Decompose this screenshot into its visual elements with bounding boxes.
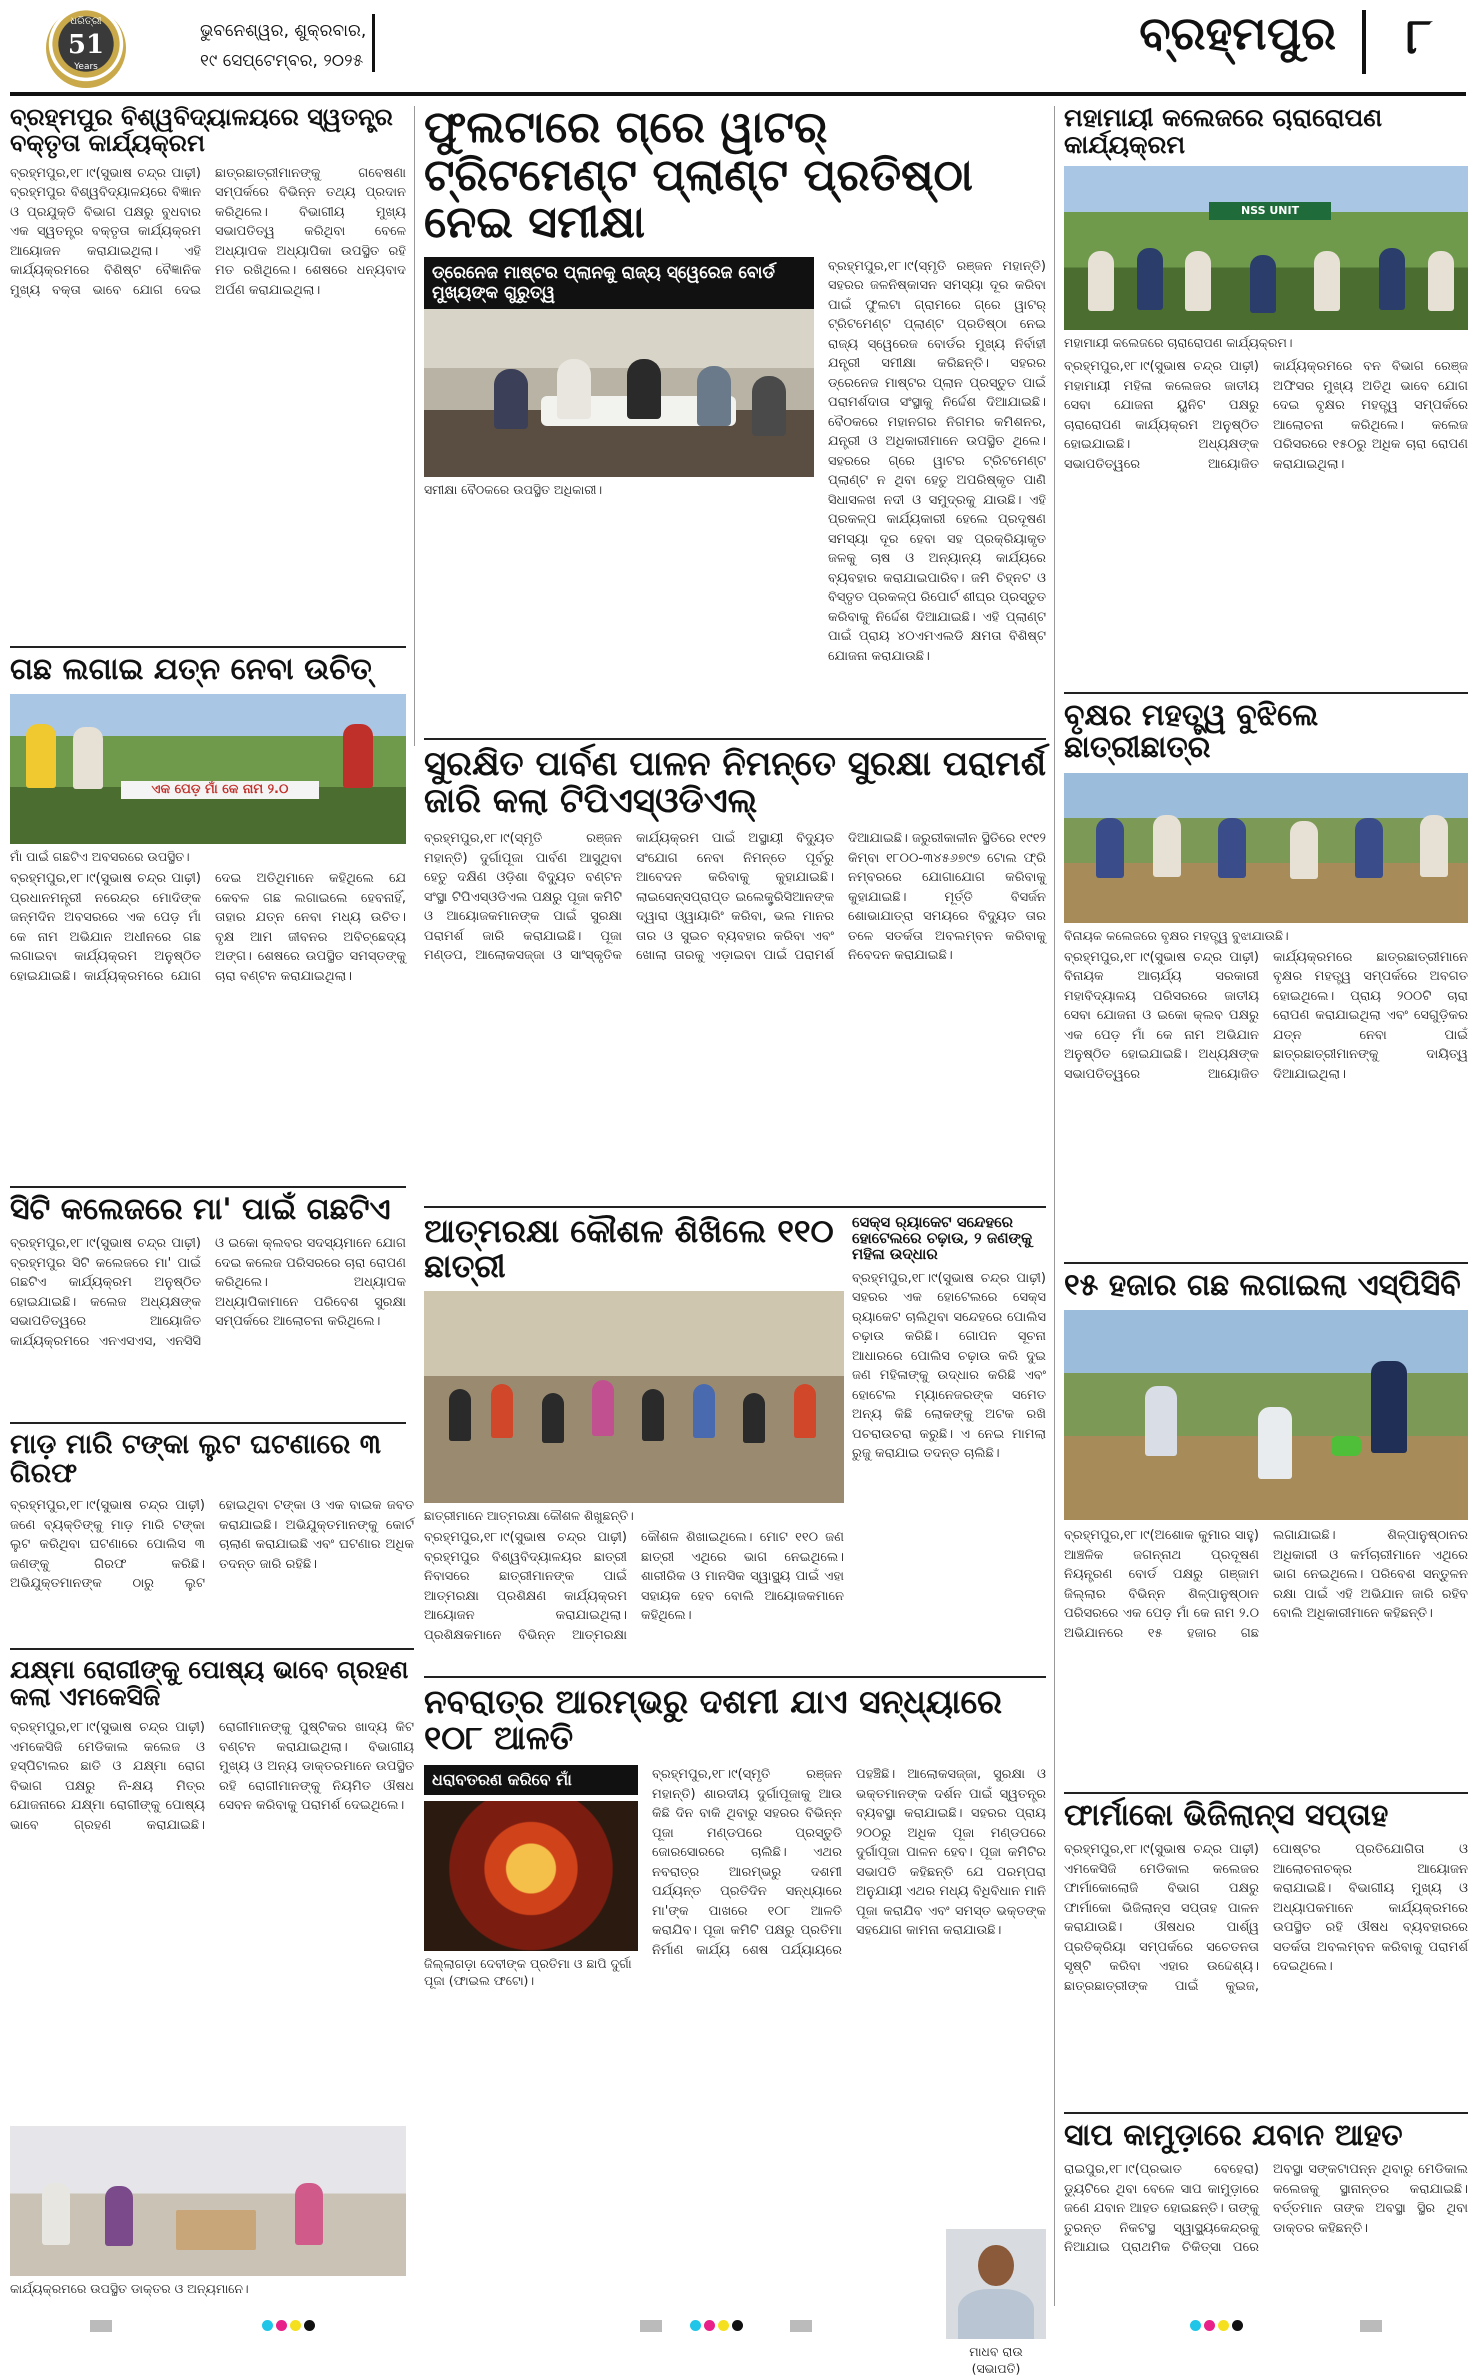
students-plantation-photo	[1064, 773, 1468, 923]
person-figure	[752, 376, 786, 436]
article-body: ବ୍ରହ୍ମପୁର,୧୮।୯(ସ୍ମୃତି ରଞ୍ଜନ ମହାନ୍ତି) ଦୁର୍ଗାପୂଜା ପାର୍ବଣ ଆସୁଥିବା ହେତୁ ଦକ୍ଷିଣ ଓଡ଼ିଶା ବିଦ୍ୟୁତ ବଣ୍ଟନ ସଂସ୍ଥା ଟିପିଏସ୍ଓଡିଏଲ ପକ୍ଷରୁ ପୂଜା କମିଟି ଓ ଆୟୋଜକମାନଙ୍କ ପାଇଁ ସୁରକ୍ଷା ପରାମର୍ଶ ଜାରି କରାଯାଇଛି। ପୂଜା ମଣ୍ଡପ, ଆଲୋକସଜ୍ଜା ଓ ସାଂସ୍କୃତିକ କାର୍ଯ୍ୟକ୍ରମ ପାଇଁ ଅସ୍ଥାୟୀ ବିଦ୍ୟୁତ ସଂଯୋଗ ନେବା ନିମନ୍ତେ ପୂର୍ବରୁ ଆବେଦନ କରିବାକୁ କୁହାଯାଇଛି। ଲାଇସେନ୍ସପ୍ରାପ୍ତ ଇଲେକ୍ଟ୍ରିସିଆନଙ୍କ ଦ୍ୱାରା ଓ୍ୱାୟାରିଂ କରିବା, ଭଲ ମାନର ତାର ଓ ସୁଇଚ ବ୍ୟବହାର କରିବା ଏବଂ ଖୋଲା ତାରକୁ ଏଡ଼ାଇବା ପାଇଁ ପରାମର୍ଶ ଦିଆଯାଇଛି। ଜରୁରୀକାଳୀନ ସ୍ଥିତିରେ ୧୯୧୨ କିମ୍ବା ୧୮୦୦-୩୪୫୬୭୯୭ ଟୋଲ ଫ୍ରି ନମ୍ବରରେ ଯୋଗାଯୋଗ କରିବାକୁ କୁହାଯାଇଛି। ମୂର୍ତ୍ତି ବିସର୍ଜନ ଶୋଭାଯାତ୍ରା ସମୟରେ ବିଦ୍ୟୁତ ତାର ତଳେ ସତର୍କତା ଅବଲମ୍ବନ କରିବାକୁ ନିବେଦନ କରାଯାଇଛି।	[424, 831, 1046, 964]
person-figure	[1218, 818, 1246, 878]
registration-dot	[1218, 2320, 1229, 2331]
person-figure	[1420, 815, 1448, 877]
portrait-caption: ମାଧବ ରାଉ (ସଭାପତି)	[969, 2344, 1023, 2377]
section-rule	[1064, 1262, 1468, 1264]
masthead-divider	[372, 14, 375, 72]
registration-dot	[732, 2320, 743, 2331]
gray-bar	[640, 2320, 662, 2332]
article-body: ବ୍ରହ୍ମପୁର,୧୮।୯(ସୁଭାଷ ଚନ୍ଦ୍ର ପାଢ଼ୀ) ପ୍ରଧାନମନ୍ତ୍ରୀ ନରେନ୍ଦ୍ର ମୋଦିଙ୍କ ଜନ୍ମଦିନ ଅବସରରେ ଏକ ପେଡ଼ ମାଁ କେ ନାମ ଅଭିଯାନ ଅଧୀନରେ ଗଛ ଲଗାଇବା କାର୍ଯ୍ୟକ୍ରମ ଅନୁଷ୍ଠିତ ହୋଇଯାଇଛି। କାର୍ଯ୍ୟକ୍ରମରେ ଯୋଗ ଦେଇ ଅତିଥିମାନେ କହିଥିଲେ ଯେ କେବଳ ଗଛ ଲଗାଇଲେ ହେବନାହିଁ, ତାହାର ଯତ୍ନ ନେବା ମଧ୍ୟ ଉଚିତ। ବୃକ୍ଷ ଆମ ଜୀବନର ଅବିଚ୍ଛେଦ୍ୟ ଅଙ୍ଗ। ଶେଷରେ ଉପସ୍ଥିତ ସମସ୍ତଙ୍କୁ ଚାରା ବଣ୍ଟନ କରାଯାଇଥିଲା।	[10, 871, 406, 984]
dateline-date: ୧୯ ସେପ୍ଟେମ୍ବର, ୨୦୨୫	[200, 51, 364, 71]
person-figure	[295, 2183, 323, 2245]
headline: ସାପ କାମୁଡ଼ାରେ ଯବାନ ଆହତ	[1064, 2118, 1403, 2153]
banner-text: NSS UNIT	[1209, 202, 1330, 220]
article-body: ବ୍ରହ୍ମପୁର,୧୮।୯(ସ୍ମୃତି ରଞ୍ଜନ ମହାନ୍ତି) ସହରର ଜଳନିଷ୍କାସନ ସମସ୍ୟା ଦୂର କରିବା ପାଇଁ ଫୁଲଟା ଗ୍ରାମରେ ଗ୍ରେ ୱାଟର୍ ଟ୍ରିଟମେଣ୍ଟ ପ୍ଲାଣ୍ଟ ପ୍ରତିଷ୍ଠା ନେଇ ରାଜ୍ୟ ସ୍ୱେରେଜ ବୋର୍ଡର ମୁଖ୍ୟ ନିର୍ବାହୀ ଯନ୍ତ୍ରୀ ସମୀକ୍ଷା କରିଛନ୍ତି। ସହରର ଡ୍ରେନେଜ ମାଷ୍ଟର ପ୍ଲାନ ପ୍ରସ୍ତୁତ ପାଇଁ ପରାମର୍ଶଦାତା ସଂସ୍ଥାକୁ ନିର୍ଦ୍ଦେଶ ଦିଆଯାଇଛି। ବୈଠକରେ ମହାନଗର ନିଗମର କମିଶନର, ଯନ୍ତ୍ରୀ ଓ ଅଧିକାରୀମାନେ ଉପସ୍ଥିତ ଥିଲେ। ସହରରେ ଗ୍ରେ ୱାଟର ଟ୍ରିଟମେଣ୍ଟ ପ୍ଲାଣ୍ଟ ନ ଥିବା ହେତୁ ଅପରିଷ୍କୃତ ପାଣି ସିଧାସଳଖ ନଦୀ ଓ ସମୁଦ୍ରକୁ ଯାଉଛି। ଏହି ପ୍ରକଳ୍ପ କାର୍ଯ୍ୟକାରୀ ହେଲେ ପ୍ରଦୂଷଣ ସମସ୍ୟା ଦୂର ହେବା ସହ ପ୍ରକ୍ରିୟାକୃତ ଜଳକୁ ଚାଷ ଓ ଅନ୍ୟାନ୍ୟ କାର୍ଯ୍ୟରେ ବ୍ୟବହାର କରାଯାଇପାରିବ। ଜମି ଚିହ୍ନଟ ଓ ବିସ୍ତୃତ ପ୍ରକଳ୍ପ ରିପୋର୍ଟ ଶୀଘ୍ର ପ୍ରସ୍ତୁତ କରିବାକୁ ନିର୍ଦ୍ଦେଶ ଦିଆଯାଇଛି। ଏହି ପ୍ଲାଣ୍ଟ ପାଇଁ ପ୍ରାୟ ୪୦ଏମଏଲଡି କ୍ଷମତା ବିଶିଷ୍ଟ ଯୋଜନା କରାଯାଉଛି।	[828, 258, 1046, 664]
headline: ସୁରକ୍ଷିତ ପାର୍ବଣ ପାଳନ ନିମନ୍ତେ ସୁରକ୍ଷା ପରାମର୍ଶ ଜାରି କଲା ଟିପିଏସ୍ଓଡିଏଲ୍	[424, 744, 1046, 821]
person-figure	[1185, 251, 1211, 311]
article-body: ବ୍ରହ୍ମପୁର,୧୮।୯(ସୁଭାଷ ଚନ୍ଦ୍ର ପାଢ଼ୀ) ମହାମାୟୀ ମହିଳା କଲେଜର ଜାତୀୟ ସେବା ଯୋଜନା ୟୁନିଟ ପକ୍ଷରୁ ଚାରାରୋପଣ କାର୍ଯ୍ୟକ୍ରମ ଅନୁଷ୍ଠିତ ହୋଇଯାଇଛି। ଅଧ୍ୟକ୍ଷଙ୍କ ସଭାପତିତ୍ୱରେ ଆୟୋଜିତ କାର୍ଯ୍ୟକ୍ରମରେ ବନ ବିଭାଗ ରେଞ୍ଜ ଅଫିସର ମୁଖ୍ୟ ଅତିଥି ଭାବେ ଯୋଗ ଦେଇ ବୃକ୍ଷର ମହତ୍ତ୍ୱ ସମ୍ପର୍କରେ ଆଲୋଚନା କରିଥିଲେ। କଲେଜ ପରିସରରେ ୧୫୦ରୁ ଅଧିକ ଚାରା ରୋପଣ କରାଯାଇଥିଲା।	[1064, 359, 1468, 472]
headline: ୧୫ ହଜାର ଗଛ ଲଗାଇଲା ଏସ୍‌ପିସିବି	[1064, 1268, 1461, 1303]
section-rule	[10, 1422, 406, 1424]
goddess-idol-photo	[424, 1801, 638, 1951]
section-rule	[10, 646, 406, 648]
headline: ଗଛ ଲଗାଇ ଯତ୍ନ ନେବା ଉଚିତ୍	[10, 652, 372, 687]
headline: ମହାମାୟୀ କଲେଜରେ ଚାରାରୋପଣ କାର୍ଯ୍ୟକ୍ରମ	[1064, 103, 1383, 159]
tb-program-photo	[10, 2126, 406, 2276]
person-figure	[1428, 251, 1454, 311]
person-figure	[1314, 251, 1340, 311]
registration-dots	[690, 2320, 743, 2331]
sapling-planting-photo	[1064, 1310, 1468, 1520]
person-figure	[627, 359, 661, 419]
section-rule	[424, 1206, 1046, 1208]
person-figure	[697, 366, 731, 426]
person-figure	[1096, 818, 1124, 878]
article-tb-adoption	[10, 1656, 414, 2306]
person-figure	[542, 1393, 564, 1443]
article-self-defense	[424, 1214, 844, 1674]
person-figure	[494, 369, 528, 429]
headline: ବୃକ୍ଷର ମହତ୍ତ୍ୱ ବୁଝିଲେ ଛାତ୍ରୀଛାତ୍ର	[1064, 698, 1319, 766]
gray-bar	[790, 2320, 812, 2332]
article-pharmaco	[1064, 1800, 1468, 2110]
photo-caption: ମହାମାୟୀ କଲେଜରେ ଚାରାରୋପଣ କାର୍ଯ୍ୟକ୍ରମ।	[1064, 335, 1293, 350]
article-body: ବ୍ରହ୍ମପୁର,୧୮।୯(ସୁଭାଷ ଚନ୍ଦ୍ର ପାଢ଼ୀ) ବ୍ରହ୍ମପୁର ସିଟି କଲେଜରେ ମା' ପାଇଁ ଗଛଟିଏ କାର୍ଯ୍ୟକ୍ରମ ଅନୁଷ୍ଠିତ ହୋଇଯାଇଛି। କଲେଜ ଅଧ୍ୟକ୍ଷଙ୍କ ସଭାପତିତ୍ୱରେ ଆୟୋଜିତ କାର୍ଯ୍ୟକ୍ରମରେ ଏନଏସଏସ, ଏନସିସି ଓ ଇକୋ କ୍ଲବର ସଦସ୍ୟମାନେ ଯୋଗ ଦେଇ କଲେଜ ପରିସରରେ ଚାରା ରୋପଣ କରିଥିଲେ। ଅଧ୍ୟାପକ ଅଧ୍ୟାପିକାମାନେ ପରିବେଶ ସୁରକ୍ଷା ସମ୍ପର୍କରେ ଆଲୋଚନା କରିଥିଲେ।	[10, 1236, 406, 1349]
photo-caption: ବିନାୟକ କଲେଜରେ ବୃକ୍ଷର ମହତ୍ତ୍ୱ ବୁଝାଯାଉଛି।	[1064, 927, 1289, 943]
person-figure	[491, 1384, 513, 1438]
headline: ନବରାତ୍ର ଆରମ୍ଭରୁ ଦଶମୀ ଯାଏ ସନ୍ଧ୍ୟାରେ ୧୦୮ ଆଳତି	[424, 1682, 1003, 1757]
article-body: ବ୍ରହ୍ମପୁର,୧୮।୯(ଅଶୋକ କୁମାର ସାହୁ) ଆଞ୍ଚଳିକ ଜଗନ୍ନାଥ ପ୍ରଦୂଷଣ ନିୟନ୍ତ୍ରଣ ବୋର୍ଡ ପକ୍ଷରୁ ଗଞ୍ଜାମ ଜିଲ୍ଲାର ବିଭିନ୍ନ ଶିଳ୍ପାନୁଷ୍ଠାନ ପରିସରରେ ଏକ ପେଡ଼ ମାଁ କେ ନାମ ୨.୦ ଅଭିଯାନରେ ୧୫ ହଜାର ଗଛ ଲଗାଯାଇଛି। ଶିଳ୍ପାନୁଷ୍ଠାନର ଅଧିକାରୀ ଓ କର୍ମଚାରୀମାନେ ଏଥିରେ ଭାଗ ନେଇଥିଲେ। ପରିବେଶ ସନ୍ତୁଳନ ରକ୍ଷା ପାଇଁ ଏହି ଅଭିଯାନ ଜାରି ରହିବ ବୋଲି ଅଧିକାରୀମାନେ କହିଛନ୍ତି।	[1064, 1528, 1468, 1641]
page-number: ୮	[1405, 6, 1432, 65]
article-college-plantation	[1064, 104, 1468, 694]
kicker: ଧରାବତରଣ କରିବେ ମାଁ	[424, 1765, 638, 1795]
person-figure	[105, 2186, 133, 2246]
photo-caption: କାର୍ଯ୍ୟକ୍ରମରେ ଉପସ୍ଥିତ ଡାକ୍ତର ଓ ଅନ୍ୟମାନେ।	[10, 2281, 249, 2296]
section-rule	[10, 1648, 414, 1650]
anniversary-label: Years	[74, 62, 98, 72]
section-rule	[1064, 692, 1468, 694]
article-body: ରାଇପୁର,୧୮।୯(ପ୍ରଭାତ ବେହେରା) ଡ୍ୟୁଟିରେ ଥିବା ବେଳେ ସାପ କାମୁଡ଼ାରେ ଜଣେ ଯବାନ ଆହତ ହୋଇଛନ୍ତି। ତାଙ୍କୁ ତୁରନ୍ତ ନିକଟସ୍ଥ ସ୍ୱାସ୍ଥ୍ୟକେନ୍ଦ୍ରକୁ ନିଆଯାଇ ପ୍ରାଥମିକ ଚିକିତ୍ସା ପରେ ଅବସ୍ଥା ସଙ୍କଟାପନ୍ନ ଥିବାରୁ ମେଡିକାଲ କଲେଜକୁ ସ୍ଥାନାନ୍ତର କରାଯାଇଛି। ବର୍ତ୍ତମାନ ତାଙ୍କ ଅବସ୍ଥା ସ୍ଥିର ଥିବା ଡାକ୍ତର କହିଛନ୍ତି।	[1064, 2162, 1468, 2256]
person-figure	[26, 724, 56, 788]
registration-dot	[276, 2320, 287, 2331]
headline: ଆତ୍ମରକ୍ଷା କୌଶଳ ଶିଖିଲେ ୧୧୦ ଛାତ୍ରୀ	[424, 1212, 834, 1285]
person-figure	[693, 1384, 715, 1438]
article-safety-advisory	[424, 746, 1046, 1204]
article-trees-benefit	[1064, 700, 1468, 1260]
headline: ଯକ୍ଷ୍ମା ରୋଗୀଙ୍କୁ ପୋଷ୍ୟ ଭାବେ ଗ୍ରହଣ କଲା ଏମକେସିଜି	[10, 1655, 409, 1711]
self-defense-photo	[424, 1291, 844, 1503]
tree-care-photo	[10, 694, 406, 844]
masthead	[0, 0, 1476, 96]
article-city-college	[10, 1194, 406, 1420]
person-figure	[73, 727, 103, 789]
article-body: ବ୍ରହ୍ମପୁର,୧୮।୯(ସୁଭାଷ ଚନ୍ଦ୍ର ପାଢ଼ୀ) ସହରର ଏକ ହୋଟେଲରେ ସେକ୍ସ ର‌୍ୟାକେଟ ଚାଲିଥିବା ସନ୍ଦେହରେ ପୋଲିସ ଚଢ଼ାଉ କରିଛି। ଗୋପନ ସୂଚନା ଆଧାରରେ ପୋଲିସ ଚଢ଼ାଉ କରି ଦୁଇ ଜଣ ମହିଳାଙ୍କୁ ଉଦ୍ଧାର କରିଛି ଏବଂ ହୋଟେଲ ମ୍ୟାନେଜରଙ୍କ ସମେତ ଅନ୍ୟ କିଛି ଲୋକଙ୍କୁ ଅଟକ ରଖି ପଚରାଉଚରା କରୁଛି। ଏ ନେଇ ମାମଲା ରୁଜୁ କରାଯାଇ ତଦନ୍ତ ଚାଲିଛି।	[852, 1270, 1046, 1462]
person-figure	[1290, 821, 1318, 879]
person-figure	[449, 1389, 471, 1441]
article-body: ବ୍ରହ୍ମପୁର,୧୮।୯(ସୁଭାଷ ଚନ୍ଦ୍ର ପାଢ଼ୀ) ଏମକେସିଜି ମେଡିକାଲ କଲେଜର ଫାର୍ମାକୋଲୋଜି ବିଭାଗ ପକ୍ଷରୁ ଫାର୍ମାକୋ ଭିଜିଲାନ୍ସ ସପ୍ତାହ ପାଳନ କରାଯାଉଛି। ଔଷଧର ପାର୍ଶ୍ୱ ପ୍ରତିକ୍ରିୟା ସମ୍ପର୍କରେ ସଚେତନତା ସୃଷ୍ଟି କରିବା ଏହାର ଉଦ୍ଦେଶ୍ୟ। ଛାତ୍ରଛାତ୍ରୀଙ୍କ ପାଇଁ କୁଇଜ, ପୋଷ୍ଟର ପ୍ରତିଯୋଗିତା ଓ ଆଲୋଚନାଚକ୍ର ଆୟୋଜନ କରାଯାଇଛି। ବିଭାଗୀୟ ମୁଖ୍ୟ ଓ ଅଧ୍ୟାପକମାନେ କାର୍ଯ୍ୟକ୍ରମରେ ଉପସ୍ଥିତ ରହି ଔଷଧ ବ୍ୟବହାରରେ ସତର୍କତା ଅବଲମ୍ବନ କରିବାକୁ ପରାମର୍ଶ ଦେଇଥିଲେ।	[1064, 1842, 1468, 1994]
person-figure	[1379, 248, 1405, 310]
dateline-place-day: ଭୁବନେଶ୍ୱର, ଶୁକ୍ରବାର,	[200, 21, 367, 41]
masthead-rule	[10, 92, 1466, 96]
article-saplings-15k	[1064, 1270, 1468, 1790]
section-rule	[10, 1186, 406, 1188]
person-figure	[557, 359, 591, 419]
person-figure	[1153, 815, 1181, 877]
registration-dot	[304, 2320, 315, 2331]
article-robbery-arrest	[10, 1430, 414, 1646]
kicker: ଡ୍ରେନେଜ ମାଷ୍ଟର ପ୍ଲାନକୁ ରାଜ୍ୟ ସ୍ୱେରେଜ ବୋର୍ଡ ମୁଖ୍ୟଙ୍କ ଗୁରୁତ୍ୱ	[424, 257, 814, 309]
article-body: ବ୍ରହ୍ମପୁର,୧୮।୯(ସ୍ମୃତି ରଞ୍ଜନ ମହାନ୍ତି) ଶାରଦୀୟ ଦୁର୍ଗାପୂଜାକୁ ଆଉ କିଛି ଦିନ ବାକି ଥିବାରୁ ସହରର ବିଭିନ୍ନ ପୂଜା ମଣ୍ଡପରେ ପ୍ରସ୍ତୁତି ଜୋରସୋରରେ ଚାଲିଛି। ଏଥର ନବରାତ୍ର ଆରମ୍ଭରୁ ଦଶମୀ ପର୍ଯ୍ୟନ୍ତ ପ୍ରତିଦିନ ସନ୍ଧ୍ୟାରେ ମା'ଙ୍କ ପାଖରେ ୧୦୮ ଆଳତି କରାଯିବ। ପୂଜା କମିଟି ପକ୍ଷରୁ ପ୍ରତିମା ନିର୍ମାଣ କାର୍ଯ୍ୟ ଶେଷ ପର୍ଯ୍ୟାୟରେ ପହଞ୍ଚିଛି। ଆଲୋକସଜ୍ଜା, ସୁରକ୍ଷା ଓ ଭକ୍ତମାନଙ୍କ ଦର୍ଶନ ପାଇଁ ସ୍ୱତନ୍ତ୍ର ବ୍ୟବସ୍ଥା କରାଯାଇଛି। ସହରର ପ୍ରାୟ ୨୦୦ରୁ ଅଧିକ ପୂଜା ମଣ୍ଡପରେ ଦୁର୍ଗାପୂଜା ପାଳନ ହେବ। ପୂଜା କମିଟିର ସଭାପତି କହିଛନ୍ତି ଯେ ପରମ୍ପରା ଅନୁଯାୟୀ ଏଥର ମଧ୍ୟ ବିଧିବିଧାନ ମାନି ପୂଜା କରାଯିବ ଏବଂ ସମସ୍ତ ଭକ୍ତଙ୍କ ସହଯୋଗ କାମନା କରାଯାଉଛି।	[652, 1767, 1046, 1958]
anniversary-number: 51	[67, 30, 105, 60]
headline: ବ୍ରହ୍ମପୁର ବିଶ୍ୱବିଦ୍ୟାଳୟରେ ସ୍ୱତନ୍ତ୍ର ବକ୍ତୃତା କାର୍ଯ୍ୟକ୍ରମ	[10, 102, 393, 157]
person-figure	[794, 1384, 816, 1438]
article-univ-talk	[10, 104, 406, 644]
registration-dot	[718, 2320, 729, 2331]
gray-bar	[90, 2320, 112, 2332]
anniversary-emblem	[46, 8, 126, 88]
person-figure	[642, 1389, 664, 1441]
registration-dot	[1190, 2320, 1201, 2331]
portrait-face	[978, 2245, 1014, 2287]
dateline	[200, 16, 366, 76]
column-divider	[1054, 106, 1055, 2306]
article-navratri	[424, 1682, 1046, 2377]
article-snakebite	[1064, 2120, 1468, 2310]
headline: ଫୁଲଟାରେ ଗ୍ରେ ୱାଟର୍ ଟ୍ରିଟମେଣ୍ଟ ପ୍ଲାଣ୍ଟ ପ୍ରତିଷ୍ଠା ନେଇ ସମୀକ୍ଷା	[424, 102, 973, 249]
section-title: ବ୍ରହ୍ମପୁର	[1139, 6, 1336, 60]
article-body: ବ୍ରହ୍ମପୁର,୧୮।୯(ସୁଭାଷ ଚନ୍ଦ୍ର ପାଢ଼ୀ) ବ୍ରହ୍ମପୁର ବିଶ୍ୱବିଦ୍ୟାଳୟରେ ବିଜ୍ଞାନ ଓ ପ୍ରଯୁକ୍ତି ବିଭାଗ ପକ୍ଷରୁ ବୁଧବାର ଏକ ସ୍ୱତନ୍ତ୍ର ବକ୍ତୃତା କାର୍ଯ୍ୟକ୍ରମ ଆୟୋଜନ କରାଯାଇଥିଲା। ଏହି କାର୍ଯ୍ୟକ୍ରମରେ ବିଶିଷ୍ଟ ବୈଜ୍ଞାନିକ ମୁଖ୍ୟ ବକ୍ତା ଭାବେ ଯୋଗ ଦେଇ ଛାତ୍ରଛାତ୍ରୀମାନଙ୍କୁ ଗବେଷଣା ସମ୍ପର୍କରେ ବିଭିନ୍ନ ତଥ୍ୟ ପ୍ରଦାନ କରିଥିଲେ। ବିଭାଗୀୟ ମୁଖ୍ୟ ସଭାପତିତ୍ୱ କରିଥିବା ବେଳେ ଅଧ୍ୟାପକ ଅଧ୍ୟାପିକା ଉପସ୍ଥିତ ରହି ମତ ରଖିଥିଲେ। ଶେଷରେ ଧନ୍ୟବାଦ ଅର୍ପଣ କରାଯାଇଥିଲା।	[10, 165, 406, 298]
person-figure	[592, 1380, 614, 1436]
registration-dot	[690, 2320, 701, 2331]
section-rule	[424, 1676, 1046, 1678]
article-tree-care	[10, 654, 406, 1184]
print-registration-footer	[0, 2314, 1476, 2339]
article-body: ବ୍ରହ୍ମପୁର,୧୮।୯(ସୁଭାଷ ଚନ୍ଦ୍ର ପାଢ଼ୀ) ବ୍ରହ୍ମପୁର ବିଶ୍ୱବିଦ୍ୟାଳୟର ଛାତ୍ରୀ ନିବାସରେ ଛାତ୍ରୀମାନଙ୍କ ପାଇଁ ଆତ୍ମରକ୍ଷା ପ୍ରଶିକ୍ଷଣ କାର୍ଯ୍ୟକ୍ରମ ଆୟୋଜନ କରାଯାଇଥିଲା। ପ୍ରଶିକ୍ଷକମାନେ ବିଭିନ୍ନ ଆତ୍ମରକ୍ଷା କୌଶଳ ଶିଖାଇଥିଲେ। ମୋଟ ୧୧୦ ଜଣ ଛାତ୍ରୀ ଏଥିରେ ଭାଗ ନେଇଥିଲେ। ଶାରୀରିକ ଓ ମାନସିକ ସ୍ୱାସ୍ଥ୍ୟ ପାଇଁ ଏହା ସହାୟକ ହେବ ବୋଲି ଆୟୋଜକମାନେ କହିଥିଲେ।	[424, 1530, 844, 1643]
headline: ସିଟି କଲେଜରେ ମା' ପାଇଁ ଗଛଟିଏ	[10, 1192, 391, 1227]
article-body: ବ୍ରହ୍ମପୁର,୧୮।୯(ସୁଭାଷ ଚନ୍ଦ୍ର ପାଢ଼ୀ) ଏମକେସିଜି ମେଡିକାଲ କଲେଜ ଓ ହସ୍ପିଟାଲର ଛାତି ଓ ଯକ୍ଷ୍ମା ରୋଗ ବିଭାଗ ପକ୍ଷରୁ ନି-କ୍ଷୟ ମିତ୍ର ଯୋଜନାରେ ଯକ୍ଷ୍ମା ରୋଗୀଙ୍କୁ ପୋଷ୍ୟ ଭାବେ ଗ୍ରହଣ କରାଯାଇଛି। ରୋଗୀମାନଙ୍କୁ ପୁଷ୍ଟିକର ଖାଦ୍ୟ କିଟ ବଣ୍ଟନ କରାଯାଇଥିଲା। ବିଭାଗୀୟ ମୁଖ୍ୟ ଓ ଅନ୍ୟ ଡାକ୍ତରମାନେ ଉପସ୍ଥିତ ରହି ରୋଗୀମାନଙ୍କୁ ନିୟମିତ ଔଷଧ ସେବନ କରିବାକୁ ପରାମର୍ଶ ଦେଇଥିଲେ।	[10, 1720, 414, 1833]
brand-logo-text: ଧରିତ୍ରୀ	[70, 16, 102, 27]
kit-boxes	[176, 2210, 256, 2250]
person-figure	[1258, 1407, 1292, 1479]
registration-dots	[262, 2320, 315, 2331]
plantation-photo	[1064, 166, 1468, 330]
person-figure	[1088, 251, 1114, 311]
photo-caption: ଛାତ୍ରୀମାନେ ଆତ୍ମରକ୍ଷା କୌଶଳ ଶିଖୁଛନ୍ତି।	[424, 1508, 634, 1524]
person-figure	[343, 724, 373, 788]
person-figure	[1355, 818, 1383, 878]
registration-dots	[1190, 2320, 1243, 2331]
person-figure	[743, 1393, 765, 1443]
meeting-photo	[424, 309, 814, 477]
banner-text: ଏକ ପେଡ଼ ମାଁ କେ ନାମ ୨.୦	[121, 781, 319, 799]
section-rule	[1064, 1792, 1468, 1794]
registration-dot	[1204, 2320, 1215, 2331]
section-rule	[1064, 2112, 1468, 2114]
gray-bar	[1360, 2320, 1382, 2332]
article-hotel-raid	[852, 1214, 1046, 1674]
article-lead	[424, 104, 1046, 734]
photo-caption: ମାଁ ପାଇଁ ଗଛଟିଏ ଅବସରରେ ଉପସ୍ଥିତ।	[10, 849, 190, 865]
watering-can	[1331, 1436, 1361, 1456]
person-figure	[1145, 1386, 1177, 1456]
person-figure	[1137, 248, 1163, 310]
registration-dot	[704, 2320, 715, 2331]
photo-caption: ଜିଲ୍ଲାଗଡ଼ା ଦେବୀଙ୍କ ପ୍ରତିମା ଓ ଛାପି ଦୁର୍ଗା ପୂଜା (ଫାଇଲ ଫଟୋ)।	[424, 1956, 632, 1989]
photo-caption: ସମୀକ୍ଷା ବୈଠକରେ ଉପସ୍ଥିତ ଅଧିକାରୀ।	[424, 481, 603, 497]
person-figure	[1250, 255, 1276, 313]
person-figure	[1371, 1361, 1407, 1453]
registration-dot	[1232, 2320, 1243, 2331]
masthead-divider	[1362, 10, 1366, 74]
column-divider	[414, 106, 415, 746]
registration-dot	[262, 2320, 273, 2331]
person-figure	[42, 2183, 70, 2245]
article-body: ବ୍ରହ୍ମପୁର,୧୮।୯(ସୁଭାଷ ଚନ୍ଦ୍ର ପାଢ଼ୀ) ଜଣେ ବ୍ୟକ୍ତିଙ୍କୁ ମାଡ଼ ମାରି ଟଙ୍କା ଲୁଟ କରିଥିବା ଘଟଣାରେ ପୋଲିସ ୩ ଜଣଙ୍କୁ ଗିରଫ କରିଛି। ଅଭିଯୁକ୍ତମାନଙ୍କ ଠାରୁ ଲୁଟ ହୋଇଥିବା ଟଙ୍କା ଓ ଏକ ବାଇକ ଜବତ କରାଯାଇଛି। ଅଭିଯୁକ୍ତମାନଙ୍କୁ କୋର୍ଟ ଚାଲାଣ କରାଯାଇଛି ଏବଂ ଘଟଣାର ଅଧିକ ତଦନ୍ତ ଜାରି ରହିଛି।	[10, 1498, 414, 1592]
article-body: ବ୍ରହ୍ମପୁର,୧୮।୯(ସୁଭାଷ ଚନ୍ଦ୍ର ପାଢ଼ୀ) ବିନାୟକ ଆଚାର୍ଯ୍ୟ ସରକାରୀ ମହାବିଦ୍ୟାଳୟ ପରିସରରେ ଜାତୀୟ ସେବା ଯୋଜନା ଓ ଇକୋ କ୍ଲବ ପକ୍ଷରୁ ଏକ ପେଡ଼ ମାଁ କେ ନାମ ଅଭିଯାନ ଅନୁଷ୍ଠିତ ହୋଇଯାଇଛି। ଅଧ୍ୟକ୍ଷଙ୍କ ସଭାପତିତ୍ୱରେ ଆୟୋଜିତ କାର୍ଯ୍ୟକ୍ରମରେ ଛାତ୍ରଛାତ୍ରୀମାନେ ବୃକ୍ଷର ମହତ୍ତ୍ୱ ସମ୍ପର୍କରେ ଅବଗତ ହୋଇଥିଲେ। ପ୍ରାୟ ୨୦୦ଟି ଚାରା ରୋପଣ କରାଯାଇଥିଲା ଏବଂ ସେଗୁଡ଼ିକର ଯତ୍ନ ନେବା ପାଇଁ ଛାତ୍ରଛାତ୍ରୀମାନଙ୍କୁ ଦାୟିତ୍ୱ ଦିଆଯାଇଥିଲା।	[1064, 949, 1468, 1082]
headline: ଫାର୍ମାକୋ ଭିଜିଲାନ୍ସ ସପ୍ତାହ	[1064, 1798, 1389, 1833]
registration-dot	[290, 2320, 301, 2331]
headline: ମାଡ଼ ମାରି ଟଙ୍କା ଲୁଟ ଘଟଣାରେ ୩ ଗିରଫ	[10, 1429, 381, 1490]
headline: ସେକ୍ସ ର‌୍ୟାକେଟ ସନ୍ଦେହରେ ହୋଟେଲରେ ଚଢ଼ାଉ, ୨ ଜଣଙ୍କୁ ମହିଳା ଉଦ୍ଧାର	[852, 1213, 1033, 1264]
section-rule	[424, 738, 1046, 740]
